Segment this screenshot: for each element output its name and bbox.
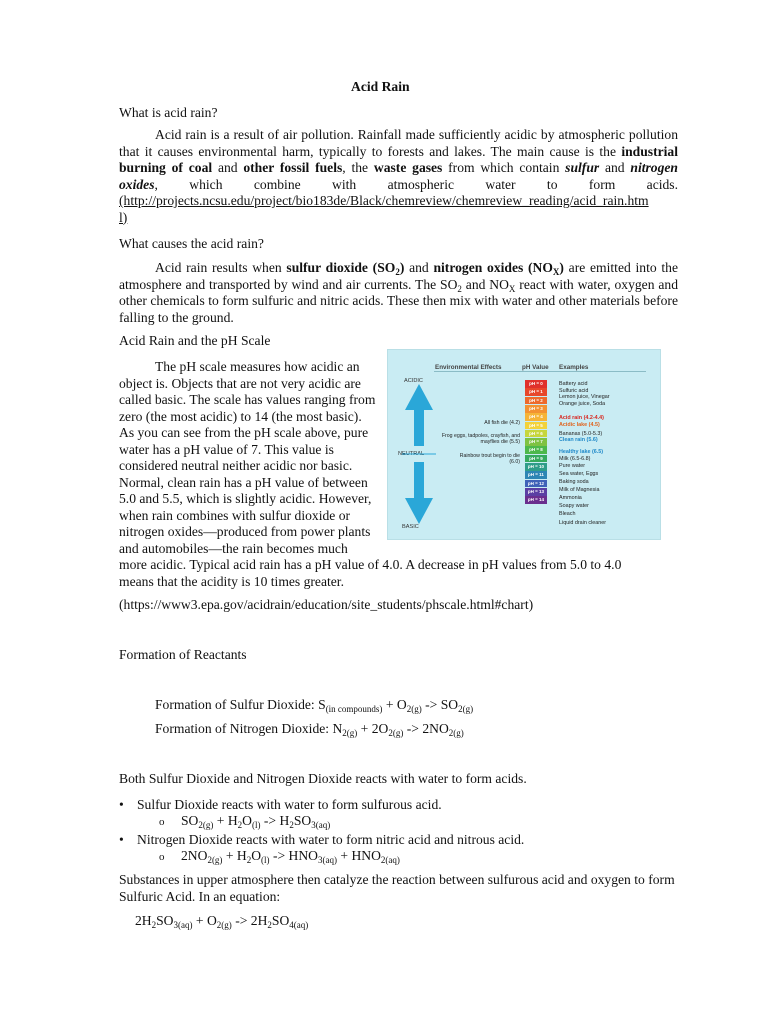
ph-example-item: Baking soda	[559, 479, 589, 485]
ph-bar: pH = 11	[525, 471, 547, 479]
ph-bar: pH = 5	[525, 422, 547, 430]
ph-bar: pH = 9	[525, 455, 547, 463]
ph-bar: pH = 1	[525, 388, 547, 396]
ph-example-item: Acid rain (4.2-4.4)	[559, 415, 604, 421]
ph-scale-figure	[387, 349, 661, 540]
equation-sulfurous-acid: $SO_{2(g)} + H_2O_{(l)} -> H_2SO_{3(aq)}$	[181, 813, 331, 830]
ph-bar: pH = 12	[525, 480, 547, 488]
ph-example-item: Lemon juice, Vinegar	[559, 394, 610, 400]
heading-formation-of-reactants: Formation of Reactants	[119, 647, 247, 662]
figure-header-effects: Environmental Effects	[435, 364, 502, 371]
ph-bar: pH = 4	[525, 413, 547, 421]
paragraph-both-react: Both Sulfur Dioxide and Nitrogen Dioxide reacts with water to form acids.	[119, 771, 527, 786]
ph-bar: pH = 0	[525, 380, 547, 388]
ph-bar: pH = 3	[525, 405, 547, 413]
ph-example-item: Healthy lake (6.5)	[559, 449, 604, 455]
paragraph-causes: Acid rain results when sulfur dioxide $(SO_2)$ and nitrogen oxides $(NO_X)$ are emitted into the atmosphere and transported by wind and air currents. The $SO_2$ and $NO_X$ react with water, oxygen and other chemicals to form sulfuric and nitric acids. These then mix with water and other materials before falling to the ground.	[119, 260, 679, 325]
heading-ph-scale: Acid Rain and the pH Scale	[119, 333, 271, 348]
ph-example-item: Acidic lake (4.5)	[559, 422, 600, 428]
equation-nitrogen-dioxide: Formation of Nitrogen Dioxide: $N_{2(g)} + 2O_{2(g)} -> 2NO_{2(g)}$	[155, 721, 464, 738]
ph-example-item: Milk of Magnesia	[559, 487, 600, 493]
document-page: Acid Rain What is acid rain? Acid rain is a result of air pollution. Rainfall made sufficiently acidic by atmospheric pollution that it causes environmental harm, typically to forests and lakes. The main cause is the industrial burning of coal and other fossil fuels, the waste gases from which contain sulfur and nitrogen oxides, which combine with atmospheric water to form acids. (http://projects.ncsu.edu/project/bio183de/Black/chemreview/chemreview_reading/acid_rain.htm l) What causes the acid rain? Acid rain results when sulfur dioxide $(SO_2)$ and nitrogen oxides $(NO_X)$ are emitted into the atmosphere and transported by wind and air currents. The $SO_2$ and $NO_X$ react with water, oxygen and other chemicals to form sulfuric and nitric acids. These then mix with water and other materials before falling to the ground. Acid Rain and the pH Scale The pH scale measures how acidic an object is. Objects that are not very acidic are called basic. The scale has values ranging from zero (the most acidic) to 14 (the most basic). As you can see from the pH scale above, pure water has a pH value of 7. This value is considered neutral neither acidic nor basic. Normal, clean rain has a pH value of between 5.0 and 5.5, which is slightly acidic. However, when rain combines with sulfur dioxide or nitrogen oxides—produced from power plants and automobiles—the rain becomes much more acidic. Typical acid rain has a pH value of 4.0. A decrease in pH values from 5.0 to 4.0 means that the acidity is 10 times greater. Environmental Effects pH Value Examples ACIDIC NEUTRAL BASIC All fish die (4.2) Frog eggs, tadpoles, crayfish, and mayflies die (5.5) Rainbow trout begin to die (6.0) pH = 0 pH = 1 pH = 2 pH = 3 pH = 4 pH = 5 pH = 6 pH = 7 pH = 8 pH = 9 pH = 10 pH = 11 pH = 12 pH = 13 pH = 14 Battery acid Sulfuric acid Lemon juice, Vinegar Orange juice, Soda Acid rain (4.2-4.4) Acidic lake (4.5) Bananas (5.0-5.3) Clean rain (5.6) Healthy lake (6.5) Milk (6.5-6.8) Pure water Sea water, Eggs Baking soda Milk of Magnesia Ammonia Soapy water Bleach Liquid drain cleaner (https://www3.epa.gov/acidrain/education/site_students/phscale.html#chart) Formation of Reactants Formation of Sulfur Dioxide: $S_{(in compounds)} + O_{2(g)} -> SO_{2(g)}$ Formation of Nitrogen Dioxide: $N_{2(g)} + 2O_{2(g)} -> 2NO_{2(g)}$ Both Sulfur Dioxide and Nitrogen Dioxide reacts with water to form acids. • Sulfur Dioxide reacts with water to form sulfurous acid. o $SO_{2(g)} + H_2O_{(l)} -> H_2SO_{3(aq)}$ • Nitrogen Dioxide reacts with water to form nitric acid and nitrous acid. o $2NO_{2(g)} + H_2O_{(l)} -> HNO_{3(aq)} + HNO_{2(aq)}$ Substances in upper atmosphere then catalyze the reaction between sulfurous acid and oxygen to form Sulfuric Acid. In an equation: $2H_2SO_{3(aq)} + O_{2(g)} -> 2H_2SO_{4(aq)}$	[0, 0, 768, 1024]
equation-sulfuric-acid: $2H_2SO_{3(aq)} + O_{2(g)} -> 2H_2SO_{4(aq)}$	[135, 913, 309, 930]
ph-example-item: Milk (6.5-6.8)	[559, 455, 591, 462]
source-link-ncsu[interactable]: (http://projects.ncsu.edu/project/bio183de/Black/chemreview/chemreview_reading/acid_rain.htm	[119, 193, 649, 208]
ph-bar: pH = 14	[525, 496, 547, 504]
ph-example-item: Battery acid	[559, 381, 588, 387]
label-basic: BASIC	[402, 524, 419, 530]
figure-header-rule	[434, 371, 646, 372]
bullet-sulfur-text: Sulfur Dioxide reacts with water to form sulfurous acid.	[137, 797, 442, 812]
effect-trout: Rainbow trout begin to die (6.0)	[459, 453, 520, 465]
figure-header-ph: pH Value	[522, 364, 549, 371]
source-link-epa[interactable]: (https://www3.epa.gov/acidrain/education/site_students/phscale.html#chart)	[119, 597, 534, 612]
bullet-nitrogen-text: Nitrogen Dioxide reacts with water to form nitric acid and nitrous acid.	[137, 832, 525, 847]
double-arrow-icon	[402, 384, 436, 524]
ph-example-item: Bleach	[559, 511, 576, 517]
ph-example-item: Ammonia	[559, 495, 582, 501]
ph-bar: pH = 7	[525, 438, 547, 446]
bullet-icon: •	[119, 832, 124, 847]
ph-bar: pH = 8	[525, 446, 547, 454]
equation-nitric-nitrous-acid: $2NO_{2(g)} + H_2O_{(l)} -> HNO_{3(aq)} + HNO_{2(aq)}$	[181, 848, 400, 865]
ph-example-item: Pure water	[559, 463, 586, 469]
bullet-icon: •	[119, 797, 124, 812]
ph-bar: pH = 6	[525, 430, 547, 438]
ph-example-item: Sea water, Eggs	[559, 471, 599, 477]
effect-frog-eggs: Frog eggs, tadpoles, crayfish, and mayflies die (5.5)	[441, 433, 520, 445]
effect-fish: All fish die (4.2)	[484, 420, 520, 426]
equation-sulfur-dioxide: Formation of Sulfur Dioxide: $S_{(in compounds)} + O_{2(g)} -> SO_{2(g)}$	[155, 697, 474, 714]
heading-what-causes: What causes the acid rain?	[119, 236, 264, 251]
ph-example-item: Liquid drain cleaner	[559, 519, 607, 526]
figure-header-examples: Examples	[559, 364, 589, 371]
ph-bar: pH = 13	[525, 488, 547, 496]
paragraph-catalyze: Substances in upper atmosphere then catalyze the reaction between sulfurous acid and oxygen to form Sulfuric Acid. In an equation:	[119, 872, 675, 904]
ph-example-item: Soapy water	[559, 503, 589, 509]
paragraph-acid-rain-definition: Acid rain is a result of air pollution. Rainfall made sufficiently acidic by atmospheric pollution that it causes environmental harm, typically to forests and lakes. The main cause is the industrial burning of coal and other fossil fuels, the waste gases from which contain sulfur and nitrogen oxides, which combine with atmospheric water to form acids. (http://projects.ncsu.edu/project/bio183de/Black/chemreview/chemreview_reading/acid_rain.htm l)	[119, 127, 678, 225]
ph-example-item: Bananas (5.0-5.3)	[559, 430, 603, 437]
source-link-ncsu-end[interactable]: l)	[119, 209, 128, 225]
heading-what-is-acid-rain: What is acid rain?	[119, 105, 218, 120]
ph-example-item: Clean rain (5.6)	[559, 437, 598, 443]
page-title: Acid Rain	[351, 79, 410, 94]
ph-bar: pH = 10	[525, 463, 547, 471]
ph-example-item: Sulfuric acid	[559, 387, 589, 394]
sub-bullet-icon: o	[159, 851, 165, 863]
sub-bullet-icon: o	[159, 816, 165, 828]
ph-bar: pH = 2	[525, 397, 547, 405]
label-acidic: ACIDIC	[404, 378, 423, 384]
ph-example-item: Orange juice, Soda	[559, 400, 606, 407]
label-neutral: NEUTRAL	[398, 451, 425, 457]
